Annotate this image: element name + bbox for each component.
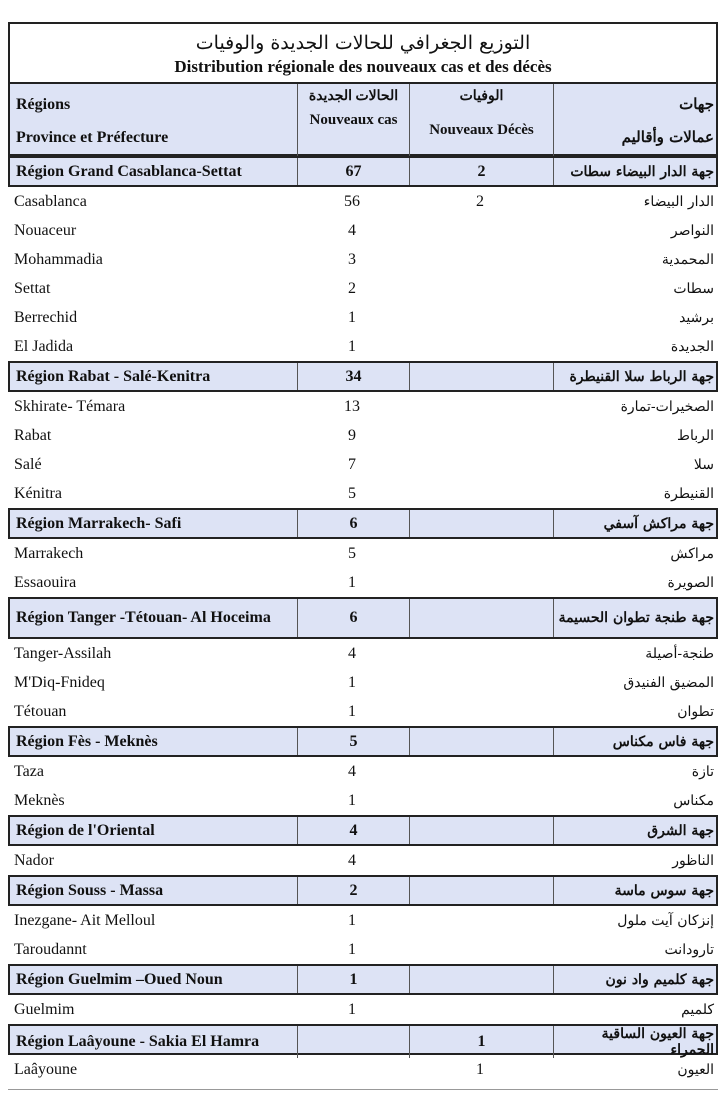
province-name-fr: Guelmim (14, 1000, 75, 1018)
region-deaths (410, 728, 554, 755)
province-row (8, 935, 718, 964)
province-name-ar: الناظور (672, 852, 714, 869)
region-name-ar: جهة طنجة تطوان الحسيمة (558, 610, 714, 626)
province-name-fr: Marrakech (14, 544, 84, 562)
province-name-ar: الجديدة (670, 338, 714, 355)
province-deaths (408, 668, 552, 697)
province-new-cases: 1 (348, 702, 356, 720)
table-title-box (8, 22, 718, 84)
province-name-fr: Taroudannt (14, 940, 87, 958)
province-new-cases (296, 1055, 408, 1084)
province-new-cases: 1 (348, 911, 356, 929)
region-name-fr: Région Fès - Meknès (10, 728, 298, 755)
province-name-ar: مراكش (670, 545, 714, 562)
province-name-ar: الصويرة (667, 574, 714, 591)
header-new-cases-fr: Nouveaux cas (309, 112, 398, 128)
region-deaths: 2 (410, 158, 554, 185)
province-deaths (408, 274, 552, 303)
province-new-cases: 2 (348, 279, 356, 297)
header-provinces-ar: عمالات وأقاليم (621, 128, 714, 146)
province-row (8, 668, 718, 697)
province-deaths (408, 639, 552, 668)
province-new-cases: 7 (348, 455, 356, 473)
province-deaths (408, 450, 552, 479)
province-deaths (408, 539, 552, 568)
province-deaths (408, 421, 552, 450)
region-name-ar: جهة سوس ماسة (614, 882, 714, 899)
region-name-fr: Région Laâyoune - Sakia El Hamra (10, 1026, 298, 1058)
province-name-fr: Nador (14, 851, 54, 869)
region-row (8, 1024, 718, 1058)
header-regions-label: Régions (16, 96, 71, 113)
region-name-ar: جهة مراكش آسفي (603, 515, 714, 532)
header-new-cases-ar: الحالات الجديدة (308, 89, 399, 104)
province-deaths: 1 (476, 1060, 484, 1078)
province-row (8, 639, 718, 668)
province-deaths (408, 245, 552, 274)
header-regions-cell (10, 84, 298, 158)
province-name-ar: مكناس (673, 792, 714, 809)
province-new-cases: 1 (348, 1000, 356, 1018)
province-name-fr: Tanger-Assilah (14, 644, 112, 662)
province-new-cases: 1 (348, 573, 356, 591)
province-name-fr: Tétouan (14, 702, 67, 720)
province-row (8, 1055, 718, 1084)
region-new-cases: 34 (298, 363, 410, 390)
province-name-fr: Mohammadia (14, 250, 103, 268)
region-row (8, 156, 718, 187)
province-row (8, 568, 718, 597)
province-name-ar: إنزكان آيت ملول (617, 912, 714, 929)
province-name-fr: M'Diq-Fnideq (14, 673, 105, 691)
region-new-cases: 67 (298, 158, 410, 185)
province-name-fr: Inezgane- Ait Melloul (14, 911, 156, 929)
province-deaths: 2 (476, 192, 484, 210)
province-deaths (408, 786, 552, 815)
region-name-fr: Région de l'Oriental (10, 817, 298, 844)
header-deaths-ar: الوفيات (459, 89, 504, 104)
province-name-fr: Rabat (14, 426, 52, 444)
distribution-table (8, 22, 718, 1090)
header-arabic-regions-cell (554, 84, 720, 158)
region-new-cases: 4 (298, 817, 410, 844)
province-new-cases: 5 (348, 484, 356, 502)
region-new-cases: 2 (298, 877, 410, 904)
province-row (8, 757, 718, 786)
region-row (8, 726, 718, 757)
province-row (8, 187, 718, 216)
province-name-ar: برشيد (679, 309, 714, 326)
region-name-ar: جهة كلميم واد نون (605, 971, 714, 988)
region-name-fr: Région Tanger -Tétouan- Al Hoceima (10, 599, 298, 637)
province-row (8, 786, 718, 815)
region-name-fr: Région Souss - Massa (10, 877, 298, 904)
region-name-fr: Région Guelmim –Oued Noun (10, 966, 298, 993)
province-deaths (408, 846, 552, 875)
province-new-cases: 1 (348, 337, 356, 355)
region-new-cases: 5 (298, 728, 410, 755)
province-name-ar: تارودانت (664, 941, 714, 958)
province-name-fr: Casablanca (14, 192, 87, 210)
province-name-fr: El Jadida (14, 337, 74, 355)
province-row (8, 479, 718, 508)
province-name-fr: Kénitra (14, 484, 62, 502)
region-name-ar: جهة فاس مكناس (612, 733, 714, 750)
province-name-fr: Nouaceur (14, 221, 77, 239)
region-name-ar: جهة الشرق (647, 822, 714, 839)
province-row (8, 245, 718, 274)
header-deaths-fr: Nouveaux Décès (429, 122, 534, 138)
province-deaths (408, 906, 552, 935)
province-row (8, 303, 718, 332)
province-new-cases: 4 (348, 762, 356, 780)
province-deaths (408, 332, 552, 361)
region-row (8, 597, 718, 639)
province-row (8, 846, 718, 875)
province-name-fr: Laâyoune (14, 1060, 78, 1078)
region-deaths (410, 817, 554, 844)
region-row (8, 361, 718, 392)
province-new-cases: 4 (348, 644, 356, 662)
province-row (8, 421, 718, 450)
province-row (8, 332, 718, 361)
region-new-cases (298, 1026, 410, 1058)
province-deaths (408, 757, 552, 786)
region-deaths (410, 877, 554, 904)
province-row (8, 274, 718, 303)
province-new-cases: 5 (348, 544, 356, 562)
province-row (8, 906, 718, 935)
table-header (8, 84, 718, 156)
province-name-ar: القنيطرة (663, 485, 714, 502)
province-row (8, 450, 718, 479)
province-name-fr: Settat (14, 279, 51, 297)
province-name-fr: Skhirate- Témara (14, 397, 126, 415)
province-name-ar: سطات (673, 280, 714, 297)
region-deaths (410, 966, 554, 993)
region-name-ar: جهة الرباط سلا القنيطرة (569, 368, 714, 385)
province-new-cases: 4 (348, 221, 356, 239)
province-deaths (408, 303, 552, 332)
province-name-fr: Taza (14, 762, 44, 780)
province-row (8, 539, 718, 568)
bottom-divider (8, 1084, 718, 1090)
table-body (8, 156, 718, 1084)
province-name-ar: تطوان (677, 703, 714, 720)
header-regions-ar: جهات (679, 95, 714, 113)
region-row (8, 815, 718, 846)
province-row (8, 216, 718, 245)
province-deaths (408, 392, 552, 421)
province-name-ar: النواصر (670, 222, 714, 239)
header-province-label: Province et Préfecture (16, 129, 169, 146)
province-new-cases: 1 (348, 940, 356, 958)
title-arabic: التوزيع الجغرافي للحالات الجديدة والوفيات (195, 32, 531, 54)
province-deaths (408, 568, 552, 597)
region-deaths (410, 510, 554, 537)
province-row (8, 697, 718, 726)
region-name-fr: Région Marrakech- Safi (10, 510, 298, 537)
title-french: Distribution régionale des nouveaux cas et des décès (174, 57, 552, 76)
province-row (8, 995, 718, 1024)
province-name-ar: سلا (693, 456, 714, 473)
province-name-ar: الرباط (677, 427, 714, 444)
region-row (8, 875, 718, 906)
province-name-ar: تازة (691, 763, 714, 780)
province-name-ar: طنجة-أصيلة (645, 645, 714, 662)
province-name-ar: المحمدية (661, 251, 714, 268)
region-name-ar: جهة العيون الساقية الحمراء (601, 1026, 714, 1058)
province-name-fr: Berrechid (14, 308, 78, 326)
region-new-cases: 6 (298, 510, 410, 537)
province-deaths (408, 995, 552, 1024)
province-row (8, 392, 718, 421)
province-deaths (408, 479, 552, 508)
province-new-cases: 4 (348, 851, 356, 869)
region-new-cases: 1 (298, 966, 410, 993)
region-new-cases: 6 (298, 599, 410, 637)
province-deaths (408, 697, 552, 726)
province-name-fr: Salé (14, 455, 42, 473)
province-new-cases: 56 (344, 192, 360, 210)
province-new-cases: 9 (348, 426, 356, 444)
province-name-ar: العيون (677, 1061, 714, 1078)
province-new-cases: 1 (348, 673, 356, 691)
province-deaths (408, 935, 552, 964)
header-deaths-cell (410, 84, 554, 158)
province-name-ar: المضيق الفنيدق (623, 674, 714, 691)
region-deaths (410, 599, 554, 637)
province-name-ar: كلميم (681, 1001, 714, 1018)
province-new-cases: 3 (348, 250, 356, 268)
province-new-cases: 1 (348, 308, 356, 326)
region-row (8, 508, 718, 539)
province-deaths (408, 216, 552, 245)
province-name-fr: Meknès (14, 791, 65, 809)
region-deaths (410, 363, 554, 390)
region-name-fr: Région Rabat - Salé-Kenitra (10, 363, 298, 390)
header-new-cases-cell (298, 84, 410, 158)
region-deaths: 1 (410, 1026, 554, 1058)
province-name-fr: Essaouira (14, 573, 77, 591)
province-name-ar: الصخيرات-تمارة (620, 398, 714, 415)
region-name-fr: Région Grand Casablanca-Settat (10, 158, 298, 185)
province-new-cases: 1 (348, 791, 356, 809)
region-name-ar: جهة الدار البيضاء سطات (570, 163, 714, 180)
province-new-cases: 13 (344, 397, 360, 415)
region-row (8, 964, 718, 995)
province-name-ar: الدار البيضاء (643, 193, 714, 210)
